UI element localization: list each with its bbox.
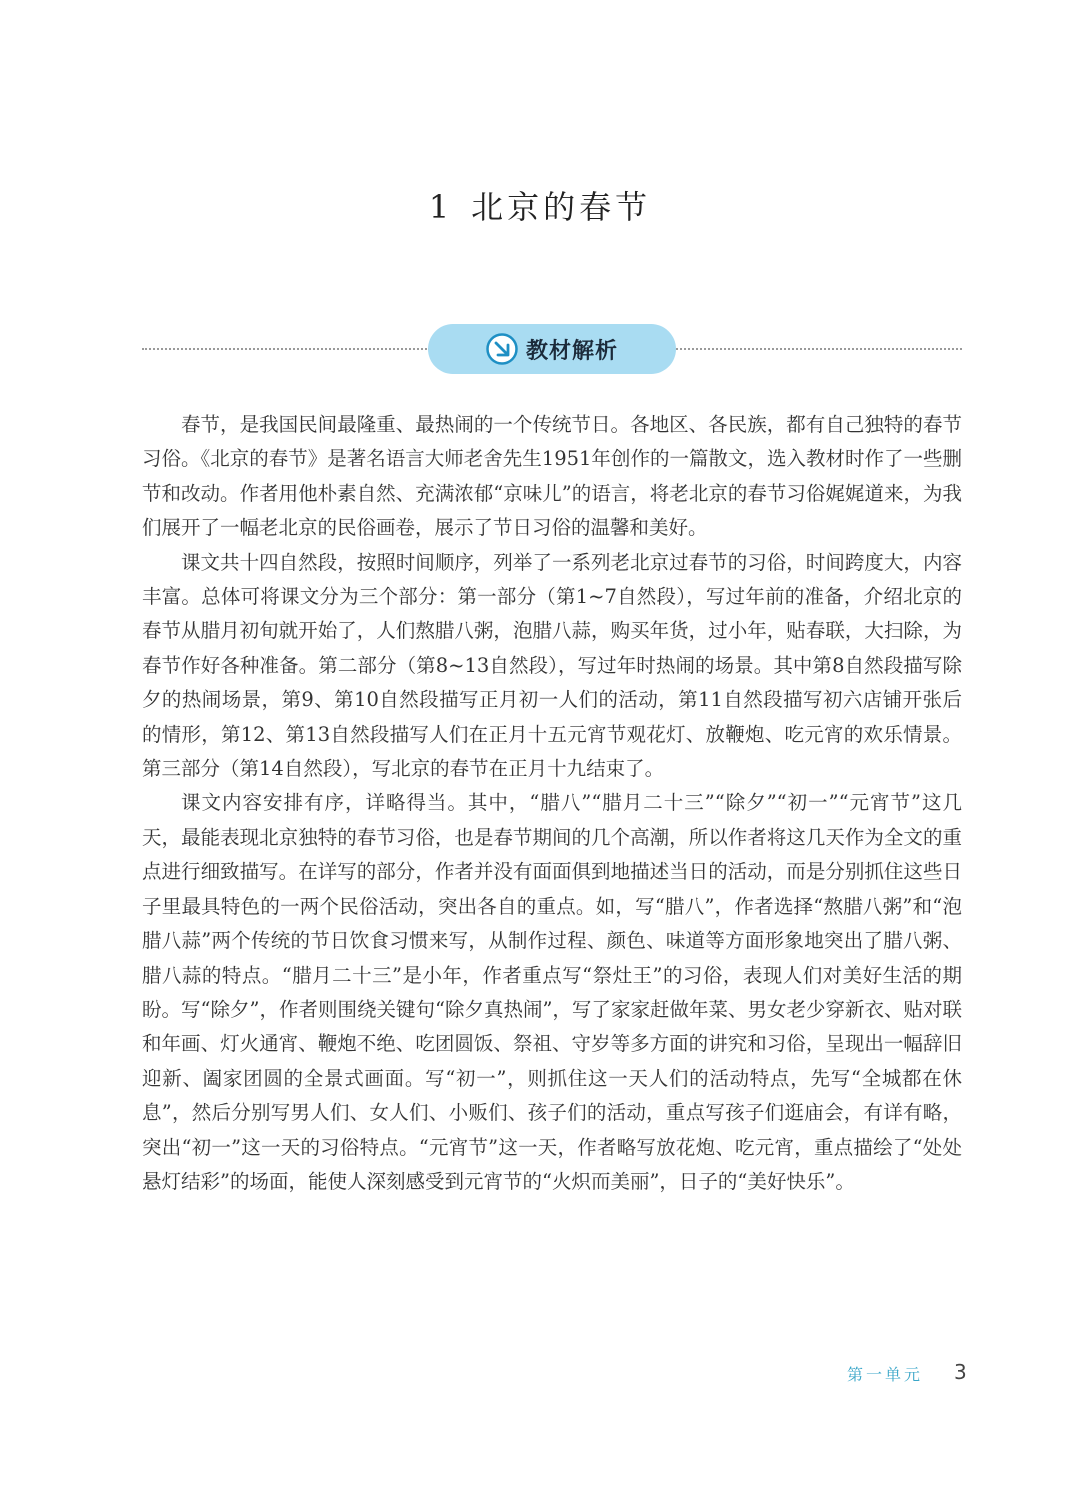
body-text <box>142 408 962 1199</box>
arrow-circle-icon <box>486 333 518 365</box>
page-number: 3 <box>954 1360 967 1384</box>
paragraph: 课文内容安排有序，详略得当。其中，“腊八”“腊月二十三”“除夕”“初一”“元宵节”这几天，最能表现北京独特的春节习俗，也是春节期间的几个高潮，所以作者将这几天作为全文的重点进行细致描写。在详写的部分，作者并没有面面俱到地描述当日的活动，而是分别抓住这些日子里最具特色的一两个民俗活动，突出各自的重点。如，写“腊八”，作者选择“熬腊八粥”和“泡腊八蒜”两个传统的节日饮食习惯来写，从制作过程、颜色、味道等方面形象地突出了腊八粥、腊八蒜的特点。“腊月二十三”是小年，作者重点写“祭灶王”的习俗，表现人们对美好生活的期盼。写“除夕”，作者则围绕关键句“除夕真热闹”，写了家家赶做年菜、男女老少穿新衣、贴对联和年画、灯火通宵、鞭炮不绝、吃团圆饭、祭祖、守岁等多方面的讲究和习俗，呈现出一幅辞旧迎新、阖家团圆的全景式画面。写“初一”，则抓住这一天人们的活动特点，先写“全城都在休息”，然后分别写男人们、女人们、小贩们、孩子们的活动，重点写孩子们逛庙会，有详有略，突出“初一”这一天的习俗特点。“元宵节”这一天，作者略写放花炮、吃元宵，重点描绘了“处处悬灯结彩”的场面，能使人深刻感受到元宵节的“火炽而美丽”，日子的“美好快乐”。 <box>142 791 962 1193</box>
dotted-divider-left <box>142 348 430 350</box>
unit-label: 第一单元 <box>847 1365 924 1384</box>
chapter-title <box>0 182 1080 228</box>
chapter-number: 1 <box>428 188 454 226</box>
page-footer <box>0 1360 1080 1390</box>
section-header <box>142 322 962 376</box>
paragraph: 春节，是我国民间最隆重、最热闹的一个传统节日。各地区、各民族，都有自己独特的春节习俗。《北京的春节》是著名语言大师老舍先生1951年创作的一篇散文，选入教材时作了一些删节和改动。作者用他朴素自然、充满浓郁“京味儿”的语言，将老北京的春节习俗娓娓道来，为我们展开了一幅老北京的民俗画卷，展示了节日习俗的温馨和美好。 <box>142 413 962 540</box>
dotted-divider-right <box>676 348 962 350</box>
section-pill <box>428 324 676 374</box>
paragraph: 课文共十四自然段，按照时间顺序，列举了一系列老北京过春节的习俗，时间跨度大，内容丰富。总体可将课文分为三个部分：第一部分（第1~7自然段），写过年前的准备，介绍北京的春节从腊月初旬就开始了，人们熬腊八粥，泡腊八蒜，购买年货，过小年，贴春联，大扫除，为春节作好各种准备。第二部分（第8~13自然段），写过年时热闹的场景。其中第8自然段描写除夕的热闹场景，第9、第10自然段描写正月初一人们的活动，第11自然段描写初六店铺开张后的情形，第12、第13自然段描写人们在正月十五元宵节观花灯、放鞭炮、吃元宵的欢乐情景。第三部分（第14自然段），写北京的春节在正月十九结束了。 <box>142 550 962 781</box>
section-label: 教材解析 <box>525 338 618 364</box>
chapter-title-text: 北京的春节 <box>471 188 652 226</box>
